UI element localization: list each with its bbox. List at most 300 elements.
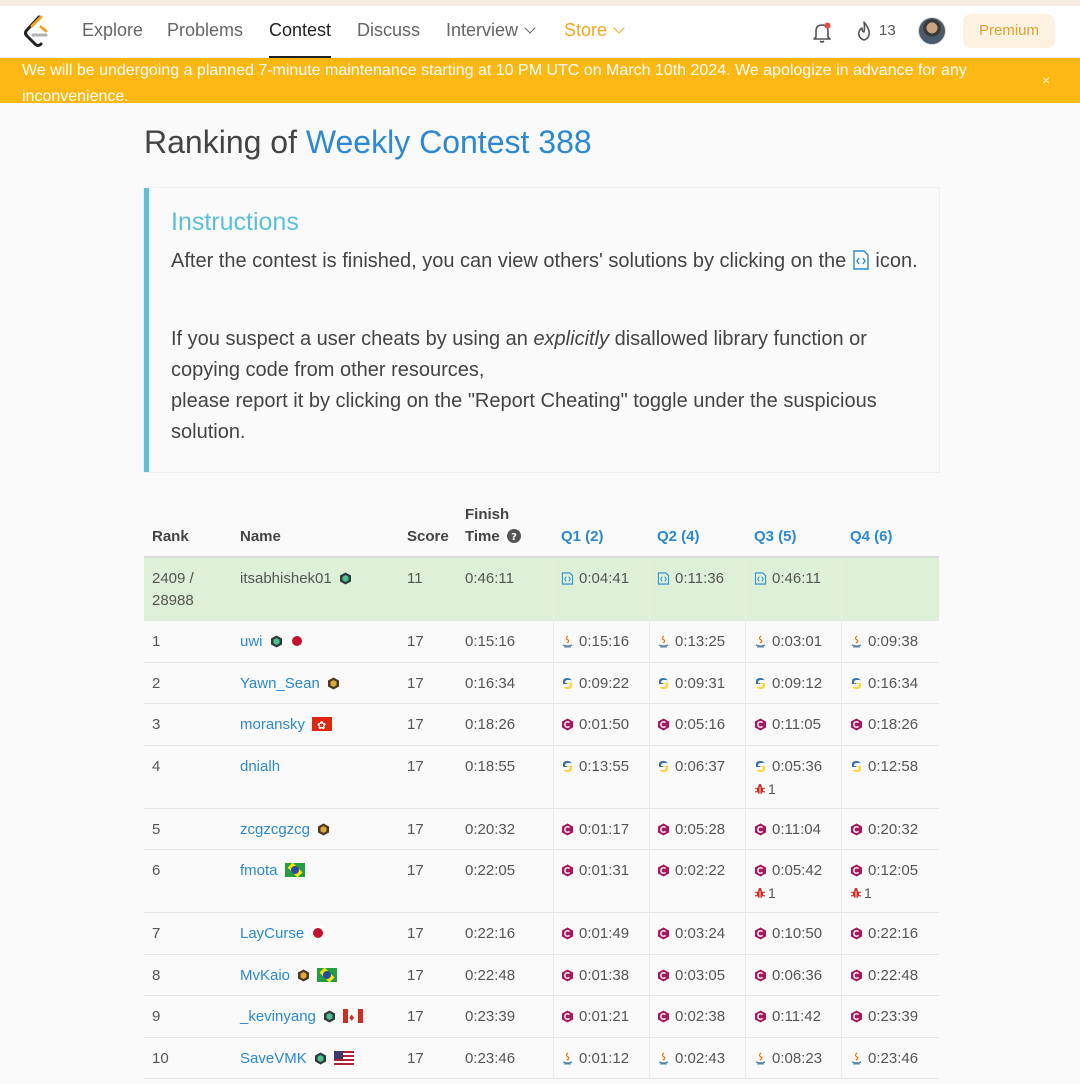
column-separator [553, 913, 554, 955]
notification-bell-icon[interactable] [812, 21, 832, 43]
score-cell: 17 [407, 633, 424, 650]
submission-time: 0:10:50 [772, 925, 823, 942]
submission-time: 0:46:11 [772, 570, 821, 587]
cpp-icon [754, 927, 767, 940]
question-circle-icon[interactable] [507, 529, 521, 543]
column-separator [745, 746, 746, 809]
table-row [144, 1038, 939, 1080]
submission-time: 0:01:49 [579, 925, 630, 942]
python-icon [657, 677, 670, 690]
column-separator [841, 558, 842, 621]
q3-cell[interactable] [754, 1006, 821, 1028]
nav-interview-label: Interview [446, 20, 519, 40]
finish-time-cell: 0:15:16 [465, 633, 516, 650]
column-separator [841, 955, 842, 997]
q2-cell[interactable] [657, 631, 725, 653]
rank-cell: 1 [152, 633, 161, 650]
submission-time: 0:11:04 [772, 820, 821, 838]
rank-cell [152, 568, 194, 612]
cpp-icon [657, 823, 670, 836]
rank-total: 28988 [152, 592, 194, 609]
page-title [144, 124, 592, 161]
table-row [144, 996, 939, 1038]
header-q4[interactable]: Q4 (6) [850, 528, 893, 545]
java-icon [754, 1052, 767, 1065]
submission-time: 0:12:58 [868, 757, 919, 775]
q2-cell[interactable] [657, 923, 725, 945]
header-q2[interactable]: Q2 (4) [657, 528, 700, 545]
finish-time-cell: 0:22:16 [465, 925, 516, 942]
cpp-icon [561, 1010, 574, 1023]
q1-cell[interactable] [561, 965, 629, 987]
q4-cell[interactable] [850, 1006, 918, 1028]
cpp-icon [850, 864, 863, 877]
submission-time: 0:11:05 [772, 716, 821, 733]
q4-cell[interactable] [850, 714, 918, 736]
finish-time-cell: 0:18:55 [465, 757, 516, 775]
finish-time-cell: 0:23:39 [465, 1008, 516, 1025]
chevron-down-icon [524, 22, 535, 33]
user-name[interactable]: zcgzcgzcg [240, 820, 311, 838]
nav-store-label: Store [564, 20, 608, 40]
premium-button[interactable]: Premium [963, 14, 1055, 48]
close-icon[interactable]: × [1042, 72, 1051, 88]
column-separator [553, 955, 554, 997]
header-finish-line2: Time [465, 528, 500, 545]
q3-cell[interactable] [754, 1048, 822, 1070]
user-name[interactable]: LayCurse [240, 925, 305, 942]
submission-time: 0:02:43 [675, 1049, 726, 1067]
score-cell: 17 [407, 925, 424, 942]
instructions-text: icon. [869, 250, 918, 272]
score-cell: 17 [407, 966, 424, 984]
column-separator [649, 704, 650, 746]
column-separator [841, 996, 842, 1038]
title-prefix: Ranking of [144, 124, 306, 160]
cpp-icon [657, 927, 670, 940]
submission-time: 0:03:24 [675, 925, 726, 942]
finish-time-cell: 0:22:48 [465, 966, 516, 984]
q3-cell[interactable] [754, 923, 822, 945]
flag-br-icon [317, 968, 337, 982]
column-separator [649, 558, 650, 621]
q4-cell[interactable] [850, 860, 918, 905]
column-separator [841, 1038, 842, 1080]
q1-cell[interactable] [561, 673, 629, 695]
q3-cell[interactable] [754, 819, 821, 841]
submission-time: 0:13:55 [579, 757, 630, 775]
column-separator [649, 913, 650, 955]
column-separator [745, 663, 746, 705]
submission-time: 0:02:38 [675, 1008, 726, 1025]
user-name[interactable]: SaveVMK [240, 1049, 307, 1067]
submission-time: 0:01:38 [579, 966, 630, 984]
column-separator [745, 621, 746, 663]
q3-cell[interactable] [754, 965, 822, 987]
q2-cell[interactable] [657, 819, 725, 841]
q3-cell[interactable] [754, 568, 821, 590]
submission-time: 0:22:16 [868, 925, 919, 942]
column-separator [841, 621, 842, 663]
column-separator [745, 1038, 746, 1080]
python-icon [850, 677, 863, 690]
python-icon [657, 760, 670, 773]
q3-cell[interactable] [754, 756, 822, 801]
submission-time: 0:09:22 [579, 674, 630, 692]
submission-time: 0:09:12 [772, 674, 823, 692]
instructions-text: If you suspect a user cheats by using an [171, 328, 534, 350]
q3-cell[interactable] [754, 860, 822, 905]
nav-discuss[interactable]: Discuss [357, 20, 421, 40]
submission-time: 0:23:39 [868, 1008, 919, 1025]
table-row [144, 663, 939, 705]
q1-cell[interactable] [561, 1006, 629, 1028]
score-cell: 17 [407, 674, 424, 692]
nav-contest[interactable]: Contest [269, 20, 332, 40]
q2-cell[interactable] [657, 1006, 725, 1028]
java-icon [657, 1052, 670, 1065]
rank-cell: 2 [152, 674, 161, 692]
submission-time: 0:09:31 [675, 674, 726, 692]
header-finish-time [465, 528, 521, 545]
submission-time: 0:22:48 [868, 966, 919, 984]
column-separator [745, 809, 746, 851]
rank-cell: 4 [152, 757, 161, 775]
rank-cell: 5 [152, 820, 161, 838]
python-icon [561, 760, 574, 773]
name-cell [240, 819, 330, 841]
score-cell: 17 [407, 862, 424, 879]
guardian-badge-icon [323, 1010, 336, 1023]
column-separator [553, 663, 554, 705]
submission-time: 0:08:23 [772, 1049, 823, 1067]
name-cell [240, 965, 337, 987]
instructions-paragraph-1 [171, 246, 926, 277]
cpp-icon [561, 969, 574, 982]
submission-time: 0:05:28 [675, 820, 726, 838]
column-separator [553, 850, 554, 913]
q2-cell[interactable] [657, 1048, 725, 1070]
q4-cell[interactable] [850, 756, 918, 778]
score-cell: 17 [407, 1049, 424, 1067]
streak-count: 13 [879, 22, 896, 39]
cpp-icon [850, 969, 863, 982]
top-nav [0, 6, 1080, 58]
column-separator [553, 1038, 554, 1080]
submission-time: 0:11:36 [675, 570, 724, 587]
submission-time: 0:03:05 [675, 966, 726, 984]
view-code-icon[interactable] [754, 572, 767, 585]
nav-explore[interactable]: Explore [82, 20, 144, 40]
submission-time: 0:06:37 [675, 757, 726, 775]
user-name[interactable]: fmota [240, 862, 278, 879]
python-icon [850, 760, 863, 773]
q1-cell[interactable] [561, 568, 629, 590]
q1-cell[interactable] [561, 923, 629, 945]
chevron-down-icon [613, 22, 624, 33]
cpp-icon [657, 1010, 670, 1023]
q4-cell[interactable] [850, 923, 918, 945]
column-separator [649, 809, 650, 851]
table-row [144, 913, 939, 955]
wrong-count: 1 [768, 780, 776, 797]
python-icon [754, 760, 767, 773]
user-name[interactable]: MvKaio [240, 966, 291, 984]
submission-time: 0:02:22 [675, 862, 726, 879]
cpp-icon [561, 823, 574, 836]
rank-cell: 9 [152, 1008, 161, 1025]
q4-cell[interactable] [850, 1048, 918, 1070]
finish-time-cell: 0:22:05 [465, 862, 516, 879]
submission-time: 0:05:42 [772, 862, 823, 879]
q1-cell[interactable] [561, 631, 629, 653]
score-cell: 17 [407, 716, 424, 733]
submission-time: 0:16:34 [868, 674, 919, 692]
table-row [144, 850, 939, 913]
wrong-count: 1 [768, 885, 776, 901]
table-row [144, 704, 939, 746]
column-separator [745, 996, 746, 1038]
submission-time: 0:01:21 [579, 1008, 630, 1025]
rank-cell: 3 [152, 716, 161, 733]
submission-time: 0:05:16 [675, 716, 726, 733]
q2-cell[interactable] [657, 965, 725, 987]
user-name: itsabhishek01 [240, 570, 332, 587]
name-cell [240, 714, 332, 736]
q3-cell[interactable] [754, 631, 822, 653]
name-cell [240, 673, 340, 695]
column-separator [841, 809, 842, 851]
java-icon [754, 635, 767, 648]
cpp-icon [850, 718, 863, 731]
cpp-icon [561, 927, 574, 940]
guardian-badge-icon [339, 572, 352, 585]
java-icon [657, 635, 670, 648]
name-cell [240, 756, 280, 778]
q4-cell[interactable] [850, 673, 918, 695]
user-avatar[interactable] [918, 17, 946, 45]
cpp-icon [850, 1010, 863, 1023]
svg-text:?: ? [511, 532, 517, 543]
score-cell: 17 [407, 1008, 424, 1025]
nav-store[interactable] [564, 20, 623, 41]
q3-cell[interactable] [754, 673, 822, 695]
wrong-submissions [754, 778, 822, 801]
wrong-submissions [850, 882, 918, 905]
bug-icon [754, 887, 766, 899]
name-cell [240, 1048, 354, 1070]
rank-cell: 6 [152, 862, 161, 879]
submission-time: 0:03:01 [772, 633, 823, 650]
column-separator [841, 913, 842, 955]
knight-badge-icon [327, 677, 340, 690]
instructions-text: After the contest is finished, you can view others' solutions by clicking on the [171, 250, 852, 272]
submission-time: 0:04:41 [579, 570, 630, 587]
flag-jp-icon [311, 926, 325, 940]
column-separator [649, 746, 650, 809]
header-finish-line1: Finish [465, 506, 510, 523]
name-cell [240, 860, 305, 882]
name-cell [240, 923, 325, 945]
user-name[interactable]: dnialh [240, 757, 281, 775]
wrong-count: 1 [864, 885, 872, 901]
cpp-icon [754, 864, 767, 877]
column-separator [745, 558, 746, 621]
java-icon [850, 635, 863, 648]
column-separator [649, 850, 650, 913]
submission-time: 0:18:26 [868, 716, 919, 733]
cpp-icon [754, 1010, 767, 1023]
column-separator [841, 746, 842, 809]
submission-time: 0:23:46 [868, 1049, 919, 1067]
submission-time: 0:13:25 [675, 633, 726, 650]
user-name[interactable]: _kevinyang [240, 1008, 316, 1025]
bug-icon [754, 783, 766, 795]
q2-cell[interactable] [657, 714, 725, 736]
instructions-paragraph-2 [171, 324, 926, 448]
cpp-icon [850, 823, 863, 836]
leetcode-logo-icon[interactable] [22, 15, 52, 49]
submission-time: 0:11:42 [772, 1008, 821, 1025]
q1-cell[interactable] [561, 714, 629, 736]
q3-cell[interactable] [754, 714, 821, 736]
column-separator [745, 704, 746, 746]
column-separator [649, 621, 650, 663]
instructions-emphasis: explicitly [533, 328, 610, 350]
finish-time-cell: 0:46:11 [465, 570, 514, 587]
knight-badge-icon [317, 823, 330, 836]
score-cell: 11 [407, 570, 423, 587]
name-cell [240, 568, 352, 590]
nav-interview[interactable] [446, 20, 534, 41]
column-separator [553, 746, 554, 809]
flag-br-icon [285, 863, 305, 877]
flag-us-icon [334, 1051, 354, 1065]
score-cell: 17 [407, 820, 424, 838]
q1-cell[interactable] [561, 819, 629, 841]
q4-cell[interactable] [850, 965, 918, 987]
q1-cell[interactable] [561, 756, 629, 778]
score-cell: 17 [407, 757, 424, 775]
knight-badge-icon [297, 969, 310, 982]
submission-time: 0:01:50 [579, 716, 630, 733]
header-q1[interactable]: Q1 (2) [561, 528, 604, 545]
q1-cell[interactable] [561, 1048, 629, 1070]
wrong-submissions [754, 882, 822, 905]
bug-icon [850, 887, 862, 899]
guardian-badge-icon [270, 635, 283, 648]
java-icon [561, 635, 574, 648]
user-name[interactable]: Yawn_Sean [240, 674, 320, 692]
submission-time: 0:01:12 [579, 1049, 630, 1067]
submission-time: 0:01:17 [579, 820, 630, 838]
table-row [144, 621, 939, 663]
submission-time: 0:01:31 [579, 862, 630, 879]
column-separator [841, 850, 842, 913]
banner-text: We will be undergoing a planned 7-minute maintenance starting at 10 PM UTC on March 10th 2024. We apologize in advance for any inconvenience. [22, 62, 967, 105]
java-icon [850, 1052, 863, 1065]
table-row [144, 746, 939, 809]
submission-time: 0:20:32 [868, 820, 919, 838]
nav-problems[interactable]: Problems [167, 20, 244, 40]
q2-cell[interactable] [657, 860, 725, 882]
column-separator [745, 850, 746, 913]
maintenance-banner [0, 58, 1080, 103]
contest-link[interactable]: Weekly Contest 388 [305, 124, 592, 160]
name-cell [240, 1006, 363, 1028]
my-ranking-row [144, 558, 939, 621]
cpp-icon [754, 969, 767, 982]
submission-time: 0:15:16 [579, 633, 630, 650]
column-separator [649, 663, 650, 705]
guardian-badge-icon [314, 1052, 327, 1065]
python-icon [754, 677, 767, 690]
java-icon [561, 1052, 574, 1065]
user-name[interactable]: uwi [240, 633, 263, 650]
rank-cell: 10 [152, 1049, 169, 1067]
rank-value: 2409 / [152, 570, 194, 587]
instructions-panel [144, 188, 939, 472]
rank-cell: 7 [152, 925, 161, 942]
column-separator [553, 621, 554, 663]
column-separator [553, 558, 554, 621]
submission-time: 0:06:36 [772, 966, 823, 984]
flag-jp-icon [290, 634, 304, 648]
cpp-icon [657, 969, 670, 982]
column-separator [649, 1038, 650, 1080]
cpp-icon [754, 718, 767, 731]
column-separator [553, 704, 554, 746]
finish-time-cell: 0:23:46 [465, 1049, 516, 1067]
streak-fire-icon[interactable] [854, 20, 874, 42]
flag-ca-icon [343, 1009, 363, 1023]
column-separator [841, 704, 842, 746]
q2-cell[interactable] [657, 756, 725, 778]
column-separator [649, 996, 650, 1038]
view-code-icon[interactable] [561, 572, 574, 585]
header-score: Score [407, 528, 449, 545]
view-code-icon[interactable] [657, 572, 670, 585]
submission-time: 0:12:05 [868, 862, 919, 879]
cpp-icon [754, 823, 767, 836]
instructions-text: disallowed library function or copying code from other resources, [171, 328, 867, 381]
q4-cell[interactable] [850, 631, 918, 653]
header-q3[interactable]: Q3 (5) [754, 528, 797, 545]
submission-time: 0:05:36 [772, 757, 823, 775]
cpp-icon [657, 864, 670, 877]
name-cell [240, 631, 304, 653]
cpp-icon [561, 718, 574, 731]
q2-cell[interactable] [657, 568, 724, 590]
user-name[interactable]: moransky [240, 716, 306, 733]
column-separator [553, 996, 554, 1038]
q1-cell[interactable] [561, 860, 629, 882]
cpp-icon [561, 864, 574, 877]
submission-time: 0:09:38 [868, 633, 919, 650]
q2-cell[interactable] [657, 673, 725, 695]
header-rank: Rank [152, 528, 189, 545]
instructions-title: Instructions [171, 208, 299, 236]
column-separator [745, 913, 746, 955]
instructions-text: please report it by clicking on the "Report Cheating" toggle under the suspicious solution. [171, 390, 877, 443]
finish-time-cell: 0:18:26 [465, 716, 516, 733]
column-separator [841, 663, 842, 705]
flag-hk-icon [312, 717, 332, 731]
header-name: Name [240, 528, 281, 545]
finish-time-cell: 0:16:34 [465, 674, 516, 692]
q4-cell[interactable] [850, 819, 918, 841]
rank-cell: 8 [152, 966, 161, 984]
